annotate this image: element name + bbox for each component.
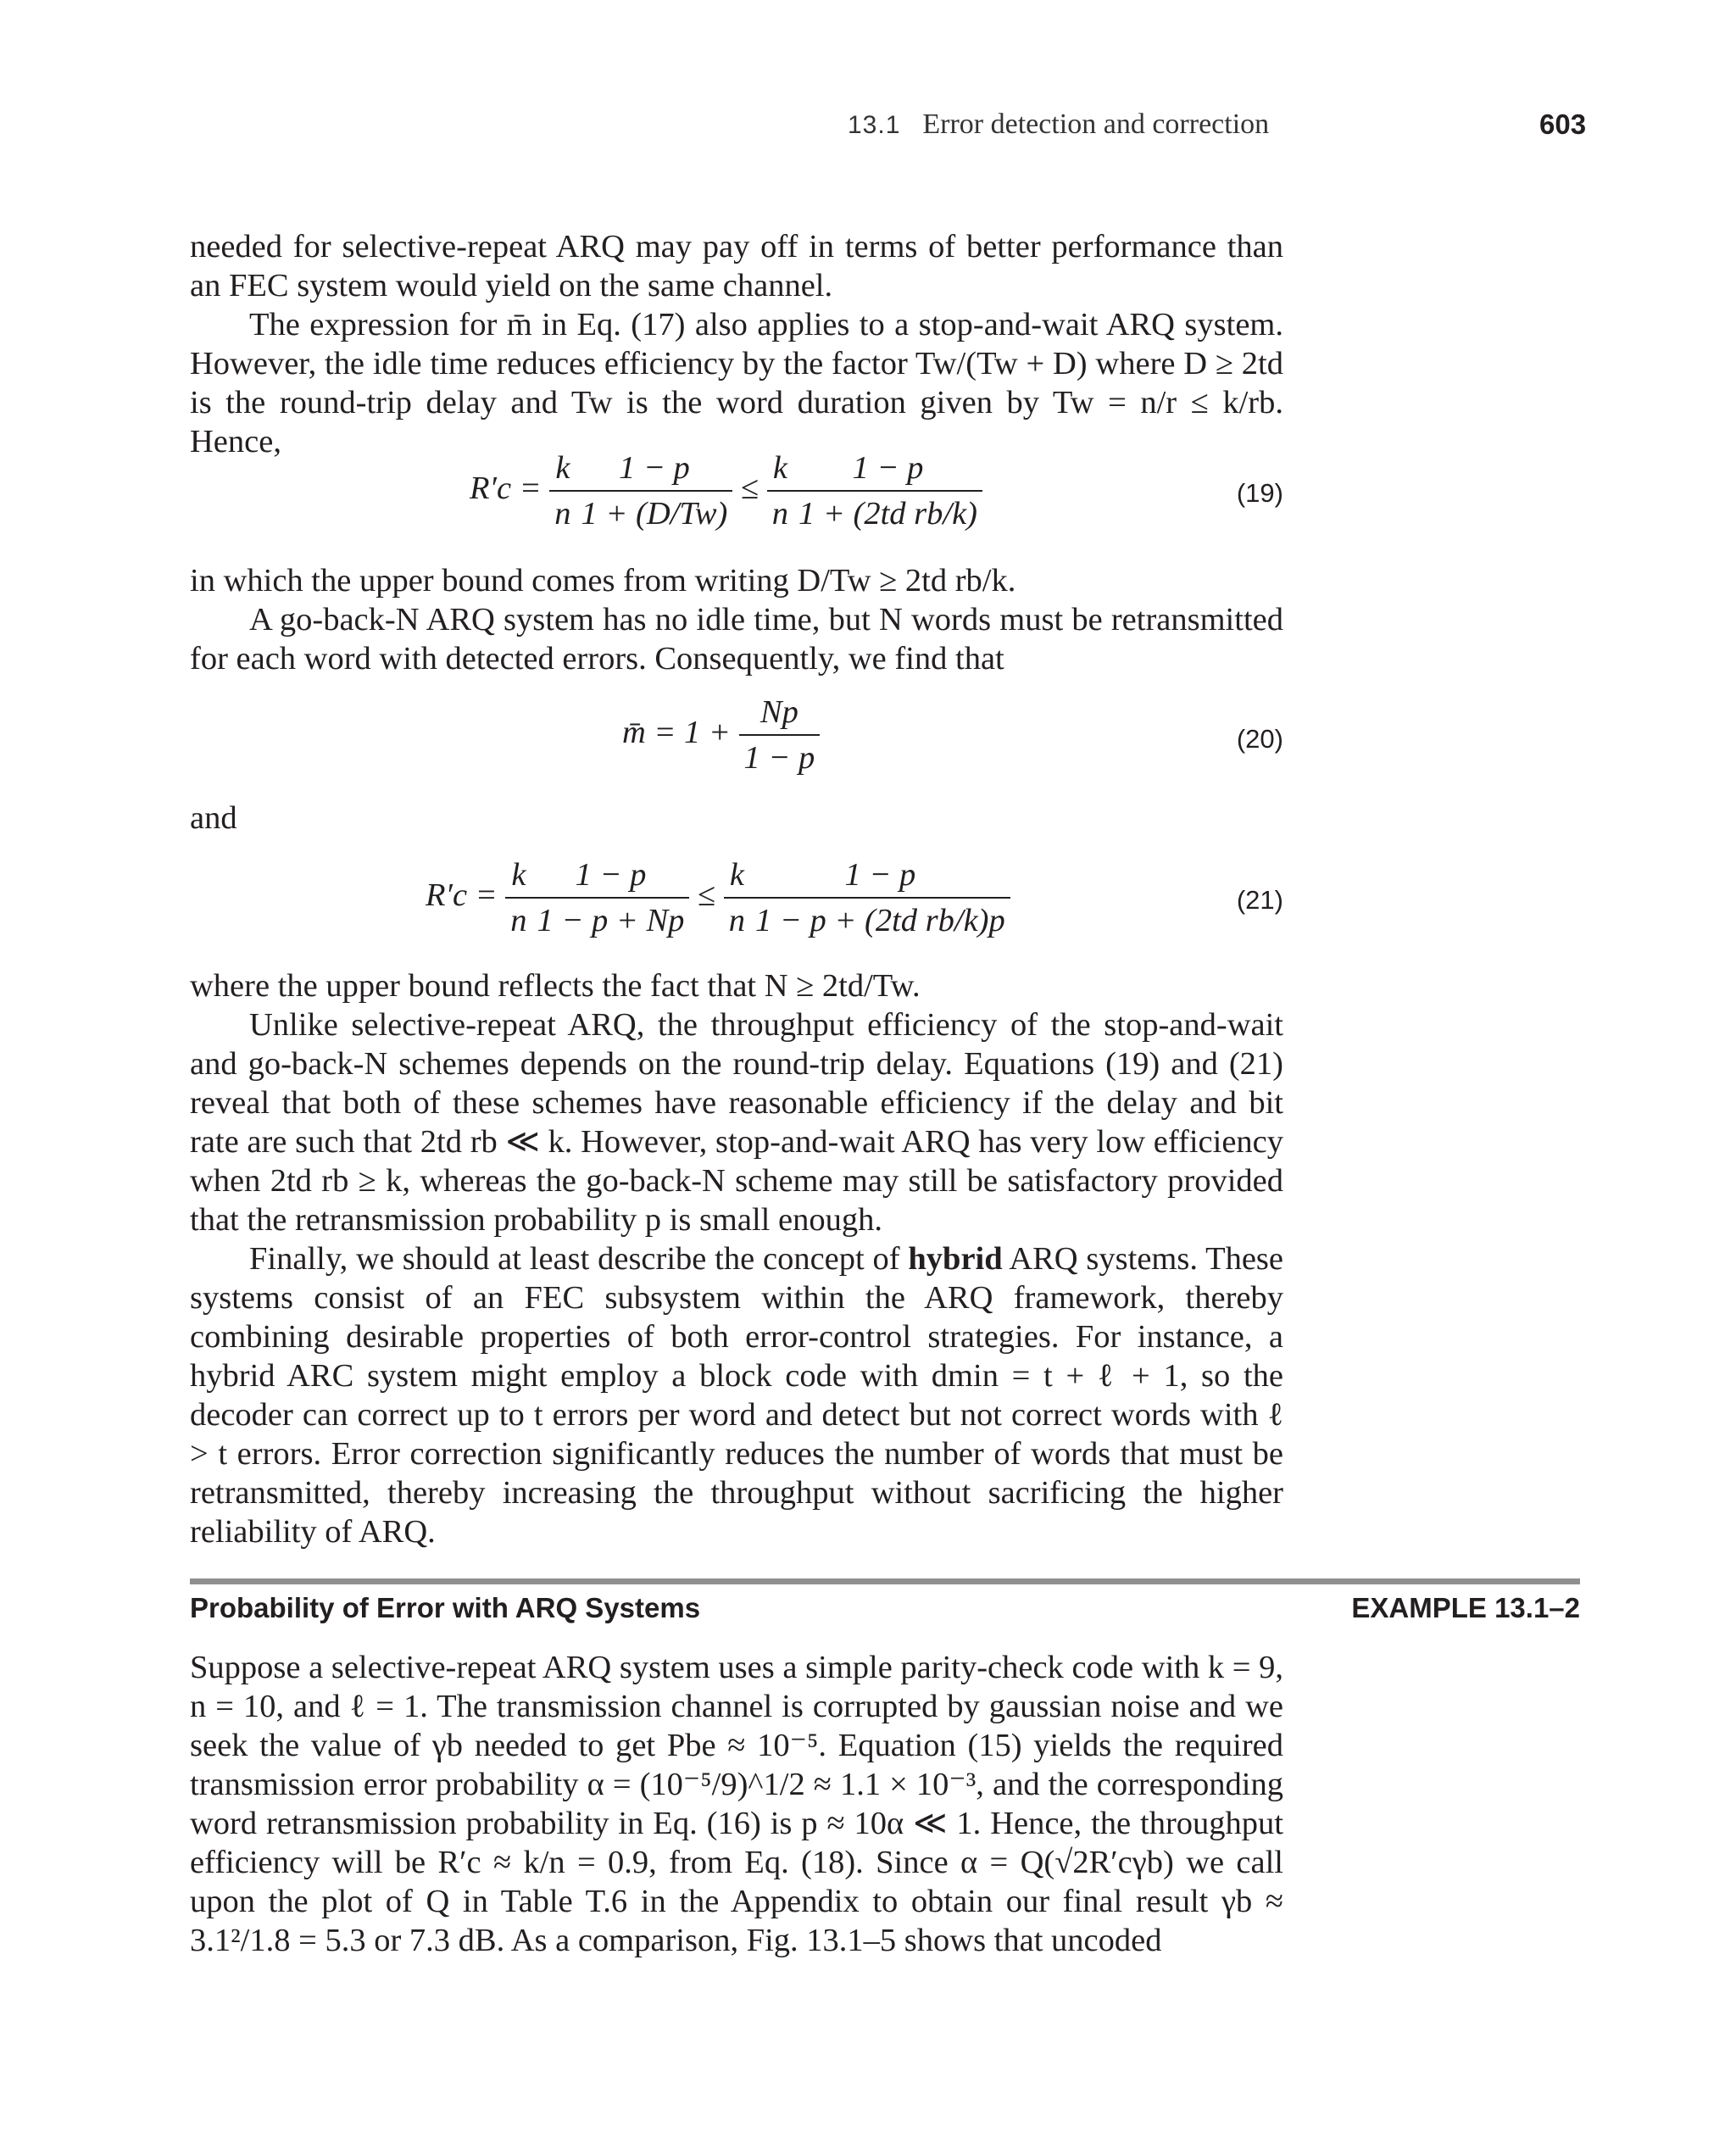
equation-number: (20)	[1236, 724, 1283, 754]
paragraph: The expression for m̄ in Eq. (17) also applies to a stop-and-wait ARQ system. However, the idle time reduces efficiency by the factor Tw/(Tw + D) where D ≥ 2td is the round-trip delay and Tw is the word duration given by Tw = n/r ≤ k/rb. Hence,	[190, 307, 1283, 459]
equation-19-expression: R′c = $\frac{k}{n}$ $\frac{1 - p}{1 + (D/Tw)}$ ≤ $\frac{k}{n}$ $\frac{1 - p}{\text{1 + (2td rb/k)}}$	[470, 449, 982, 532]
section-title: Error detection and correction	[922, 109, 1270, 140]
paragraph: and	[190, 800, 237, 836]
running-header	[848, 109, 1282, 141]
section-number: 13.1	[848, 111, 901, 139]
paragraph: where the upper bound reflects the fact that N ≥ 2td/Tw.	[190, 968, 921, 1004]
equation-19	[190, 449, 1283, 543]
equation-number: (21)	[1236, 885, 1283, 915]
text-block-top	[190, 227, 1283, 461]
paragraph: Unlike selective-repeat ARQ, the throughput efficiency of the stop-and-wait and go-back-N schemes depends on the round-trip delay. Equations (19) and (21) reveal that both of these schemes have reasonable efficiency if the delay and bit rate are such that 2td rb ≪ k. However, stop-and-wait ARQ has very low efficiency when 2td rb ≥ k, whereas the go-back-N scheme may still be satisfactory provided that the retransmission probability p is small enough.	[190, 1007, 1283, 1238]
paragraph: Suppose a selective-repeat ARQ system uses a simple parity-check code with k = 9, n = 10, and ℓ = 1. The transmission channel is corrupted by gaussian noise and we seek the value of γb needed to get Pbe ≈ 10⁻⁵. Equation (15) yields the required transmission error probability α = (10⁻⁵/9)^1/2 ≈ 1.1 × 10⁻³, and the corresponding word retransmission probability in Eq. (16) is p ≈ 10α ≪ 1. Hence, the throughput efficiency will be R′c ≈ k/n = 0.9, from Eq. (18). Since α = Q(√2R′cγb) we call upon the plot of Q in Table T.6 in the Appendix to obtain our final result γb ≈ 3.1²/1.8 = 5.3 or 7.3 dB. As a comparison, Fig. 13.1–5 shows that uncoded	[190, 1650, 1283, 1958]
bold-term: hybrid	[908, 1241, 1003, 1277]
example-text-block	[190, 1648, 1283, 1960]
example-label: EXAMPLE 13.1–2	[1351, 1592, 1580, 1623]
equation-20-expression: m̄ = 1 + $\frac{Np}{1 - p}$	[622, 693, 820, 777]
equation-21-expression: R′c = $\frac{k}{n}$ $\frac{1 - p}{1 - p + Np}$ ≤ $\frac{k}{n}$ $\frac{1 - p}{\text{1 − p + (2td rb/k)p}}$	[426, 856, 1010, 939]
text-block-bottom	[190, 966, 1283, 1551]
equation-21	[190, 856, 1283, 949]
text-block-and	[190, 799, 1283, 838]
text-block-middle	[190, 561, 1283, 678]
paragraph: A go-back-N ARQ system has no idle time, but N words must be retransmitted for each word with detected errors. Consequently, we find that	[190, 602, 1283, 676]
equation-20	[190, 693, 1283, 787]
paragraph: Finally, we should at least describe the concept of hybrid ARQ systems. These systems consist of an FEC subsystem within the ARQ framework, thereby combining desirable properties of both error-control strategies. For instance, a hybrid ARC system might employ a block code with dmin = t + ℓ + 1, so the decoder can correct up to t errors per word and detect but not correct words with ℓ > t errors. Error correction significantly reduces the number of words that must be retransmitted, thereby increasing the throughput without sacrificing the higher reliability of ARQ.	[190, 1241, 1283, 1550]
page-number: 603	[1539, 109, 1587, 140]
paragraph: needed for selective-repeat ARQ may pay off in terms of better performance than an FEC system would yield on the same channel.	[190, 229, 1283, 303]
example-title: Probability of Error with ARQ Systems	[190, 1592, 701, 1623]
equation-number: (19)	[1236, 478, 1283, 508]
paragraph: in which the upper bound comes from writing D/Tw ≥ 2td rb/k.	[190, 563, 1016, 598]
example-divider	[190, 1578, 1580, 1584]
